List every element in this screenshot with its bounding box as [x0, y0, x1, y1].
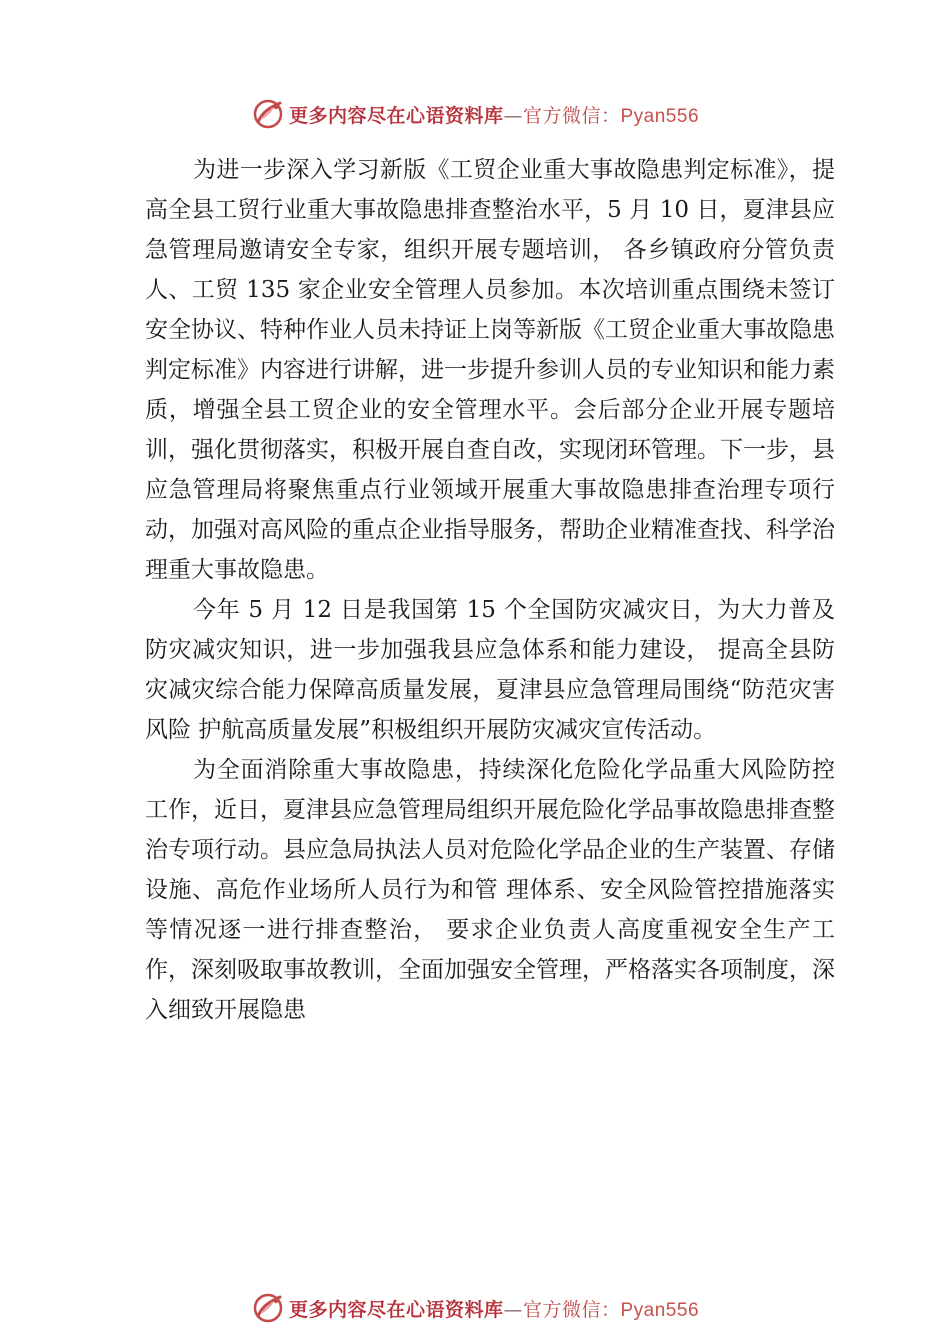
footer-banner — [0, 1288, 950, 1328]
footer-wechat-id: Pyan556 — [620, 1299, 700, 1321]
header-brand-text: 更多内容尽在心语资料库 — [288, 104, 504, 127]
footer-brand-text: 更多内容尽在心语资料库 — [288, 1298, 504, 1321]
paragraph-hazardous-chemicals: 为全面消除重大事故隐患，持续深化危险化学品重大风险防控工作，近日，夏津县应急管理局组织开展危险化学品事故隐患排查整治专项行动。县应急局执法人员对危险化学品企业的生产装置、存储设施、高危作业场所人员行为和管 理体系、安全风险管控措施落实等情况逐一进行排查整治， 要求企业负责人高度重视安全生产工作，深刻吸取事故教训，全面加强安全管理，严格落实各项制度，深入细致开展隐患 — [145, 757, 835, 1023]
header-dash: — — [503, 104, 523, 127]
logo-icon — [251, 97, 285, 131]
header-banner-text — [289, 101, 699, 128]
header-official-label: 官方微信： — [522, 104, 621, 127]
header-banner — [0, 94, 950, 134]
footer-banner-text — [289, 1295, 699, 1322]
paragraph-disaster-day: 今年 5 月 12 日是我国第 15 个全国防灾减灾日，为大力普及防灾减灾知识，进一步加强我县应急体系和能力建设， 提高全县防灾减灾综合能力保障高质量发展，夏津县应急管理局围绕“防范灾害风险 护航高质量发展”积极组织开展防灾减灾宣传活动。 — [145, 597, 835, 743]
header-wechat-id: Pyan556 — [620, 105, 700, 127]
logo-icon — [251, 1291, 285, 1325]
footer-official-label: 官方微信： — [522, 1298, 621, 1321]
paragraph-training: 为进一步深入学习新版《工贸企业重大事故隐患判定标准》，提高全县工贸行业重大事故隐患排查整治水平，5 月 10 日，夏津县应急管理局邀请安全专家，组织开展专题培训， 各乡镇政府分管负责人、工贸 135 家企业安全管理人员参加。本次培训重点围绕未签订安全协议、特种作业人员未持证上岗等新版《工贸企业重大事故隐患判定标准》内容进行讲解，进一步提升参训人员的专业知识和能力素质，增强全县工贸企业的安全管理水平。会后部分企业开展专题培训，强化贯彻落实，积极开展自查自改，实现闭环管理。下一步，县应急管理局将聚焦重点行业领域开展重大事故隐患排查治理专项行动，加强对高风险的重点企业指导服务，帮助企业精准查找、科学治理重大事故隐患。 — [145, 157, 835, 583]
document-body — [145, 150, 835, 1030]
footer-dash: — — [503, 1298, 523, 1321]
